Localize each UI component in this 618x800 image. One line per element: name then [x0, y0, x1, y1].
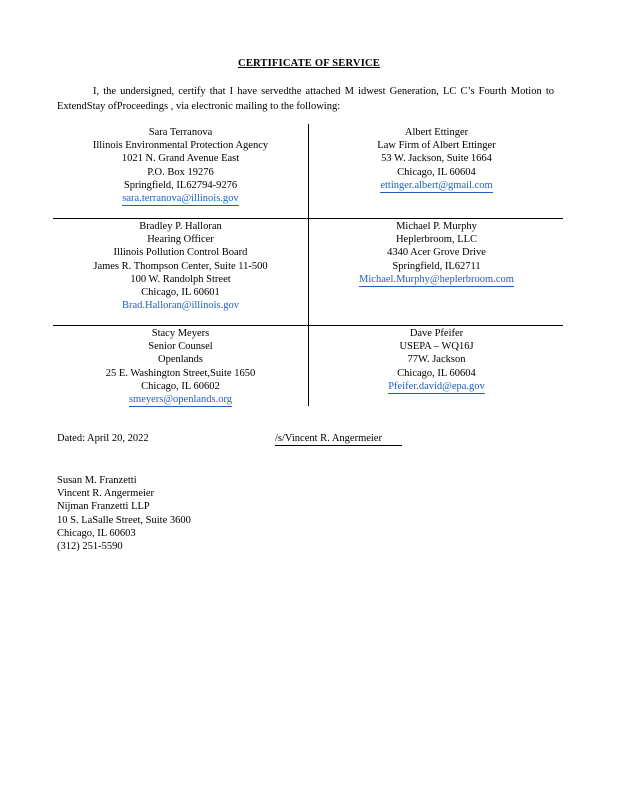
recipient-bradley-halloran [53, 220, 308, 312]
recipient-line: Illinois Pollution Control Board [113, 247, 248, 259]
recipient-email-link[interactable]: Brad.Halloran@illinois.gov [122, 300, 239, 312]
recipient-line: Sara Terranova [148, 127, 213, 138]
intro-paragraph: I, the undersigned, certify that I have servedthe attached M idwest Generation, LC C’s Fourth Motion to ExtendStay ofProceedings , via electronic mailing to the following: [57, 86, 554, 112]
recipient-line: Chicago, IL 60601 [141, 287, 220, 299]
recipient-line: Chicago, IL 60604 [397, 166, 476, 178]
recipient-line: Springfield, IL62711 [392, 260, 481, 272]
recipient-line: 100 W. Randolph Street [130, 273, 231, 285]
recipient-line: USEPA – WQ16J [399, 341, 474, 353]
recipient-email-link[interactable]: sara.terranova@illinois.gov [122, 193, 239, 205]
recipient-email-link[interactable]: Pfeifer.david@epa.gov [388, 380, 485, 392]
document-title: CERTIFICATE OF SERVICE [238, 58, 380, 69]
recipient-line: Heplerbroom, LLC [395, 234, 478, 246]
signature-block-line: 10 S. LaSalle Street, Suite 3600 [57, 514, 191, 526]
recipient-line: Hearing Officer [147, 234, 214, 246]
recipient-line: James R. Thompson Center, Suite 11-500 [93, 260, 268, 272]
signature-block-line: Vincent R. Angermeier [57, 488, 155, 500]
attorney-signature-block [57, 474, 191, 553]
recipient-albert-ettinger [309, 126, 564, 193]
recipient-line: Albert Ettinger [404, 127, 469, 138]
recipient-line: 25 E. Washington Street,Suite 1650 [105, 367, 256, 379]
recipient-line: 77W. Jackson [407, 354, 466, 366]
recipient-line: Law Firm of Albert Ettinger [377, 140, 496, 152]
recipient-line: Illinois Environmental Protection Agency [92, 140, 269, 152]
recipient-email-link[interactable]: Michael.Murphy@heplerbroom.com [359, 273, 514, 285]
recipient-line: 4340 Acer Grove Drive [387, 247, 486, 259]
service-list-table [53, 124, 563, 406]
recipient-line: Dave Pfeifer [409, 328, 464, 339]
signature-block-line: Susan M. Franzetti [57, 475, 137, 486]
recipient-line: Chicago, IL 60604 [397, 367, 476, 379]
dated-line: Dated: April 20, 2022 [57, 433, 149, 444]
recipient-michael-murphy [309, 220, 564, 287]
signature-block-line: Chicago, IL 60603 [57, 527, 136, 539]
recipient-email-link[interactable]: ettinger.albert@gmail.com [380, 179, 493, 191]
recipient-email-link[interactable]: smeyers@openlands.org [128, 394, 233, 406]
recipient-line: Chicago, IL 60602 [141, 380, 220, 392]
recipient-stacy-meyers [53, 327, 308, 407]
recipient-line: P.O. Box 19276 [147, 166, 214, 178]
recipient-line: Bradley P. Halloran [139, 221, 222, 232]
recipient-sara-terranova [53, 126, 308, 206]
recipient-line: Stacy Meyers [151, 328, 210, 339]
recipient-line: Michael P. Murphy [396, 221, 477, 232]
electronic-signature: /s/Vincent R. Angermeier [275, 433, 402, 446]
recipient-dave-pfeifer [309, 327, 564, 394]
recipient-line: 1021 N. Grand Avenue East [121, 153, 240, 165]
recipient-line: 53 W. Jackson, Suite 1664 [381, 153, 492, 165]
recipient-line: Senior Counsel [148, 341, 213, 353]
signature-block-line: (312) 251-5590 [57, 541, 123, 553]
recipient-line: Openlands [158, 354, 203, 366]
signature-block-line: Nijman Franzetti LLP [57, 501, 150, 513]
recipient-line: Springfield, IL62794-9276 [123, 179, 238, 191]
